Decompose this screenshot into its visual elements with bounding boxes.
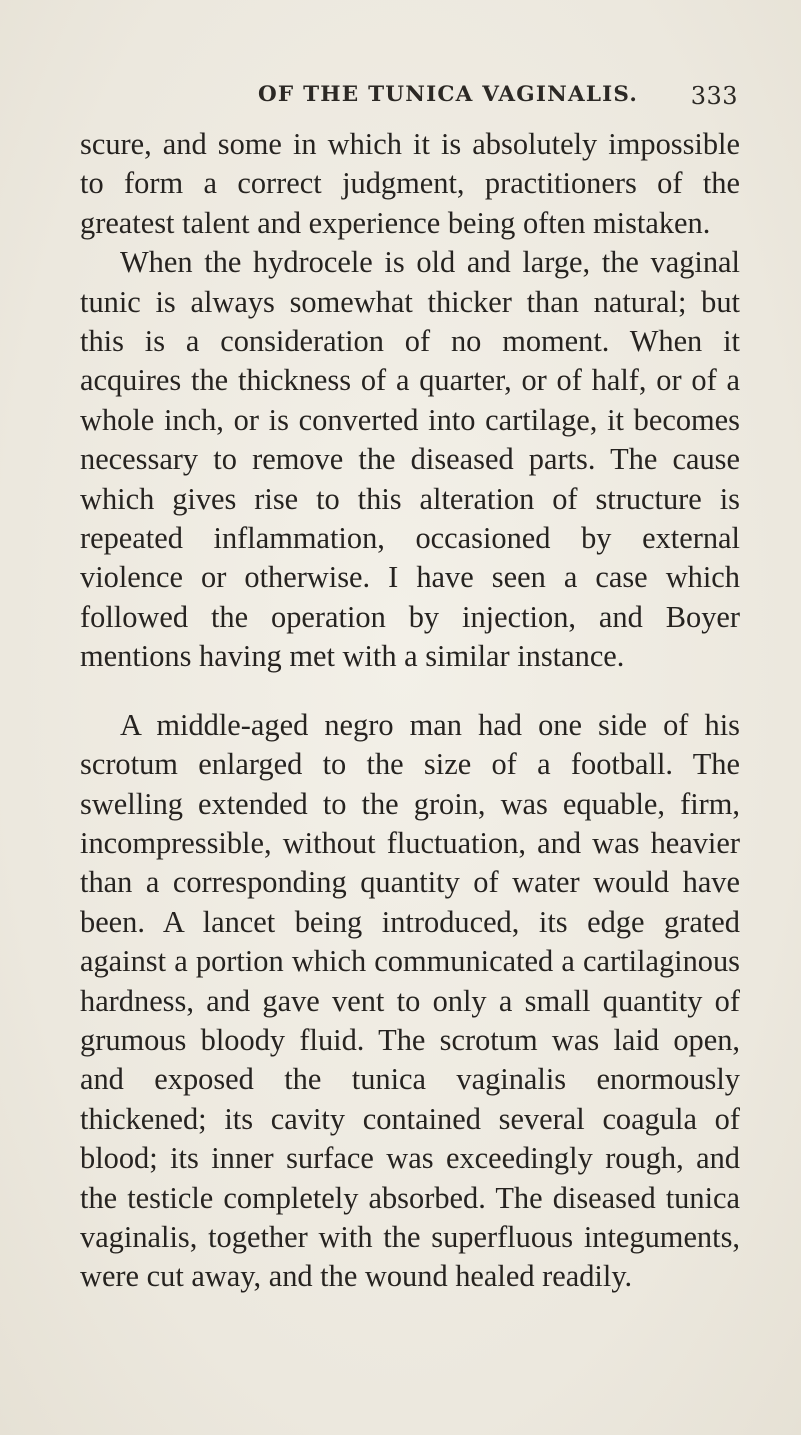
running-title: OF THE TUNICA VAGINALIS.: [258, 82, 639, 107]
paragraph-continued: scure, and some in which it is absolutely impossible to form a correct judgment, practitioners of the greatest talent and experience being often mistaken.: [80, 127, 740, 240]
body-text: [80, 125, 740, 1297]
page-number: 333: [690, 82, 738, 110]
paragraph-case-report: A middle-aged negro man had one side of his scrotum enlarged to the size of a football. The swelling extended to the groin, was equable, firm, incompressible, without fluctuation, and was heavier than a corresponding quantity of water would have been. A lancet being introduced, its edge grated against a portion which communicated a cartilaginous hardness, and gave vent to only a small quantity of grumous bloody fluid. The scrotum was laid open, and exposed the tunica vaginalis enormously thickened; its cavity contained several coagula of blood; its inner surface was exceedingly rough, and the testicle completely absorbed. The diseased tunica vaginalis, together with the superfluous integuments, were cut away, and the wound healed readily.: [80, 707, 740, 1294]
running-header: [258, 82, 738, 118]
paragraph-thickened-tunic: When the hydrocele is old and large, the vaginal tunic is always somewhat thicker than natural; but this is a consideration of no moment. When it acquires the thickness of a quarter, or of half, or of a whole inch, or is converted into cartilage, it becomes necessary to remove the diseased parts. The cause which gives rise to this alteration of structure is repeated inflammation, occasioned by external violence or otherwise. I have seen a case which followed the operation by injection, and Boyer mentions having met with a similar instance.: [80, 245, 740, 674]
